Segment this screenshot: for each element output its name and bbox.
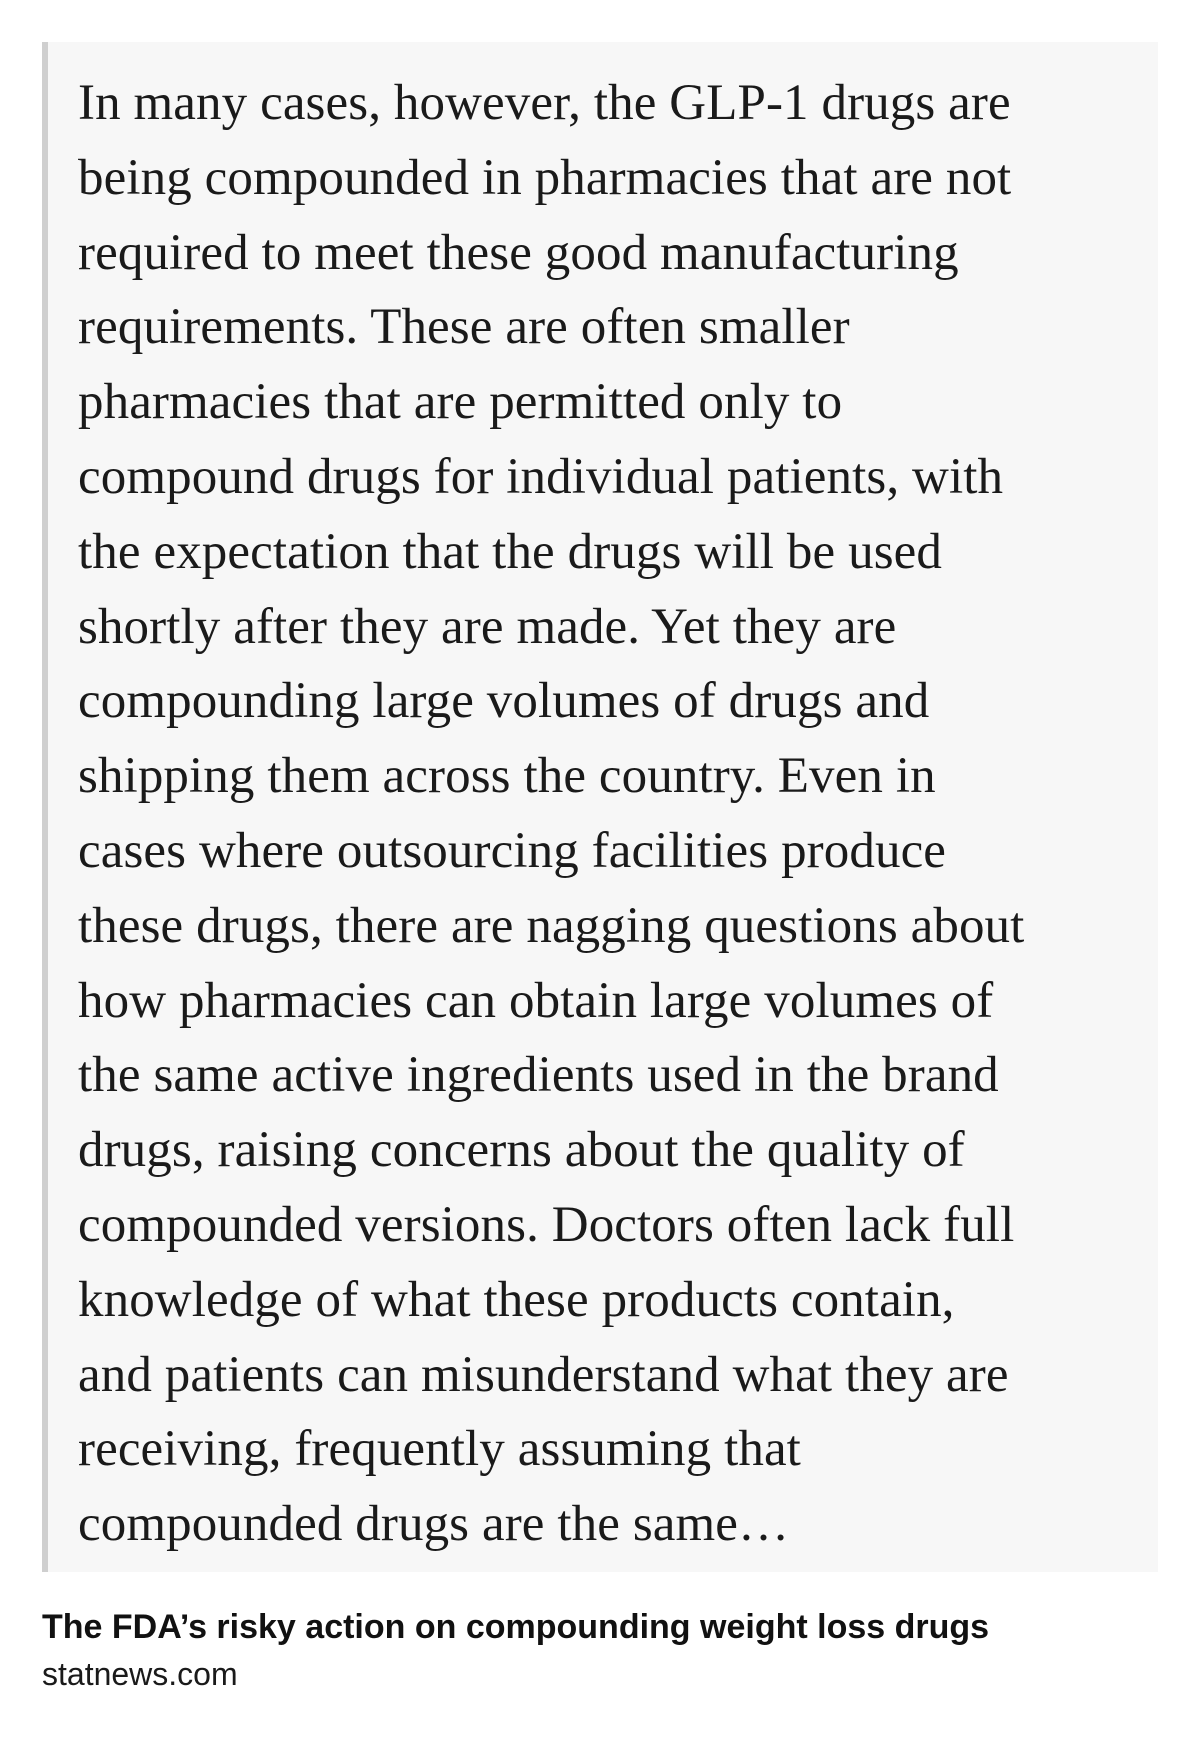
quote-line: being compounded in pharmacies that are not (78, 149, 1012, 206)
quote-line: cases where outsourcing facilities produce (78, 822, 947, 879)
quote-line: required to meet these good manufacturing (78, 224, 959, 281)
quote-line: these drugs, there are nagging questions about (78, 897, 1025, 954)
quote-line: drugs, raising concerns about the quality of (78, 1122, 965, 1179)
quote-line: the same active ingredients used in the brand (78, 1047, 999, 1104)
quote-line: shipping them across the country. Even in (78, 748, 936, 805)
quote-line: In many cases, however, the GLP-1 drugs are (78, 75, 1011, 131)
quote-line: receiving, frequently assuming that (78, 1421, 801, 1478)
quote-text (78, 66, 1138, 1562)
quote-line: compounding large volumes of drugs and (78, 673, 930, 730)
quote-line: shortly after they are made. Yet they are (78, 598, 897, 655)
quote-line: pharmacies that are permitted only to (78, 374, 843, 431)
blockquote (42, 42, 1158, 1572)
quote-line: how pharmacies can obtain large volumes of (78, 972, 994, 1029)
quote-line: compound drugs for individual patients, with (78, 448, 1004, 505)
quote-line: and patients can misunderstand what they are (78, 1346, 1009, 1403)
quote-line: knowledge of what these products contain, (78, 1271, 955, 1328)
link-title[interactable]: The FDA’s risky action on compounding weight loss drugs (42, 1608, 990, 1646)
quote-line: compounded drugs are the same… (78, 1496, 790, 1553)
quote-line: requirements. These are often smaller (78, 299, 850, 356)
quote-line: the expectation that the drugs will be used (78, 523, 942, 580)
link-card[interactable] (42, 1607, 1158, 1693)
link-domain[interactable]: statnews.com (42, 1656, 238, 1692)
quote-line: compounded versions. Doctors often lack full (78, 1196, 1015, 1253)
